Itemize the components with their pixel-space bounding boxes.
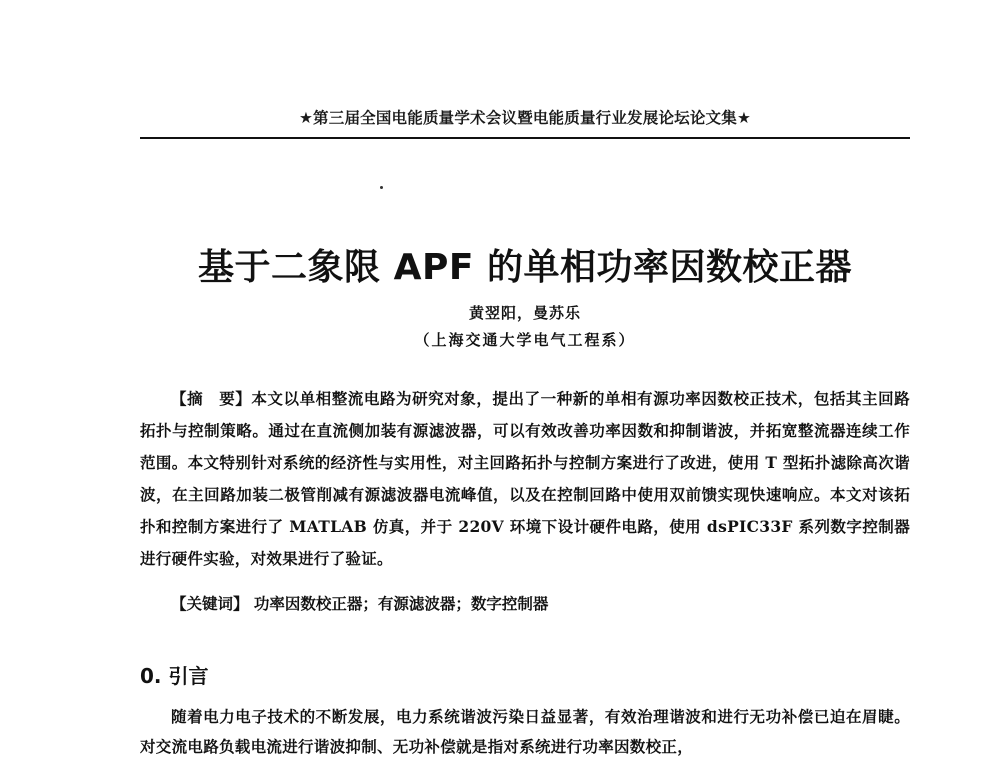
paper-title: 基于二象限 APF 的单相功率因数校正器 (198, 247, 852, 288)
paper-affiliation: （上海交通大学电气工程系） (414, 331, 636, 349)
abstract-label: 【摘 要】 (171, 389, 252, 408)
keywords-text: 功率因数校正器；有源滤波器；数字控制器 (253, 594, 549, 613)
scan-speck (380, 186, 383, 189)
keywords (140, 591, 910, 617)
abstract-text: 本文以单相整流电路为研究对象，提出了一种新的单相有源功率因数校正技术，包括其主回路拓扑与控制策略。通过在直流侧加装有源滤波器，可以有效改善功率因数和抑制谐波，并拓宽整流器连续工作范围。本文特别针对系统的经济性与实用性，对主回路拓扑与控制方案进行了改进，使用 T 型拓扑滤除高次谐波，在主回路加装二极管削减有源滤波器电流峰值，以及在控制回路中使用双前馈实现快速响应。本文对该拓扑和控制方案进行了 MATLAB 仿真，并于 220V 环境下设计硬件电路，使用 dsPIC33F 系列数字控制器进行硬件实验，对效果进行了验证。 (140, 389, 910, 568)
section-heading-introduction: 0. 引言 (140, 664, 209, 688)
header-rule (140, 137, 910, 139)
paper-authors: 黄翌阳，曼苏乐 (468, 304, 581, 322)
introduction-paragraph: 随着电力电子技术的不断发展，电力系统谐波污染日益显著，有效治理谐波和进行无功补偿已迫在眉睫。对交流电路负载电流进行谐波抑制、无功补偿就是指对系统进行功率因数校正， (140, 707, 910, 756)
abstract (140, 383, 910, 575)
running-header: ★第三届全国电能质量学术会议暨电能质量行业发展论坛论文集★ (298, 109, 752, 127)
keywords-label: 【关键词】 (171, 594, 249, 613)
